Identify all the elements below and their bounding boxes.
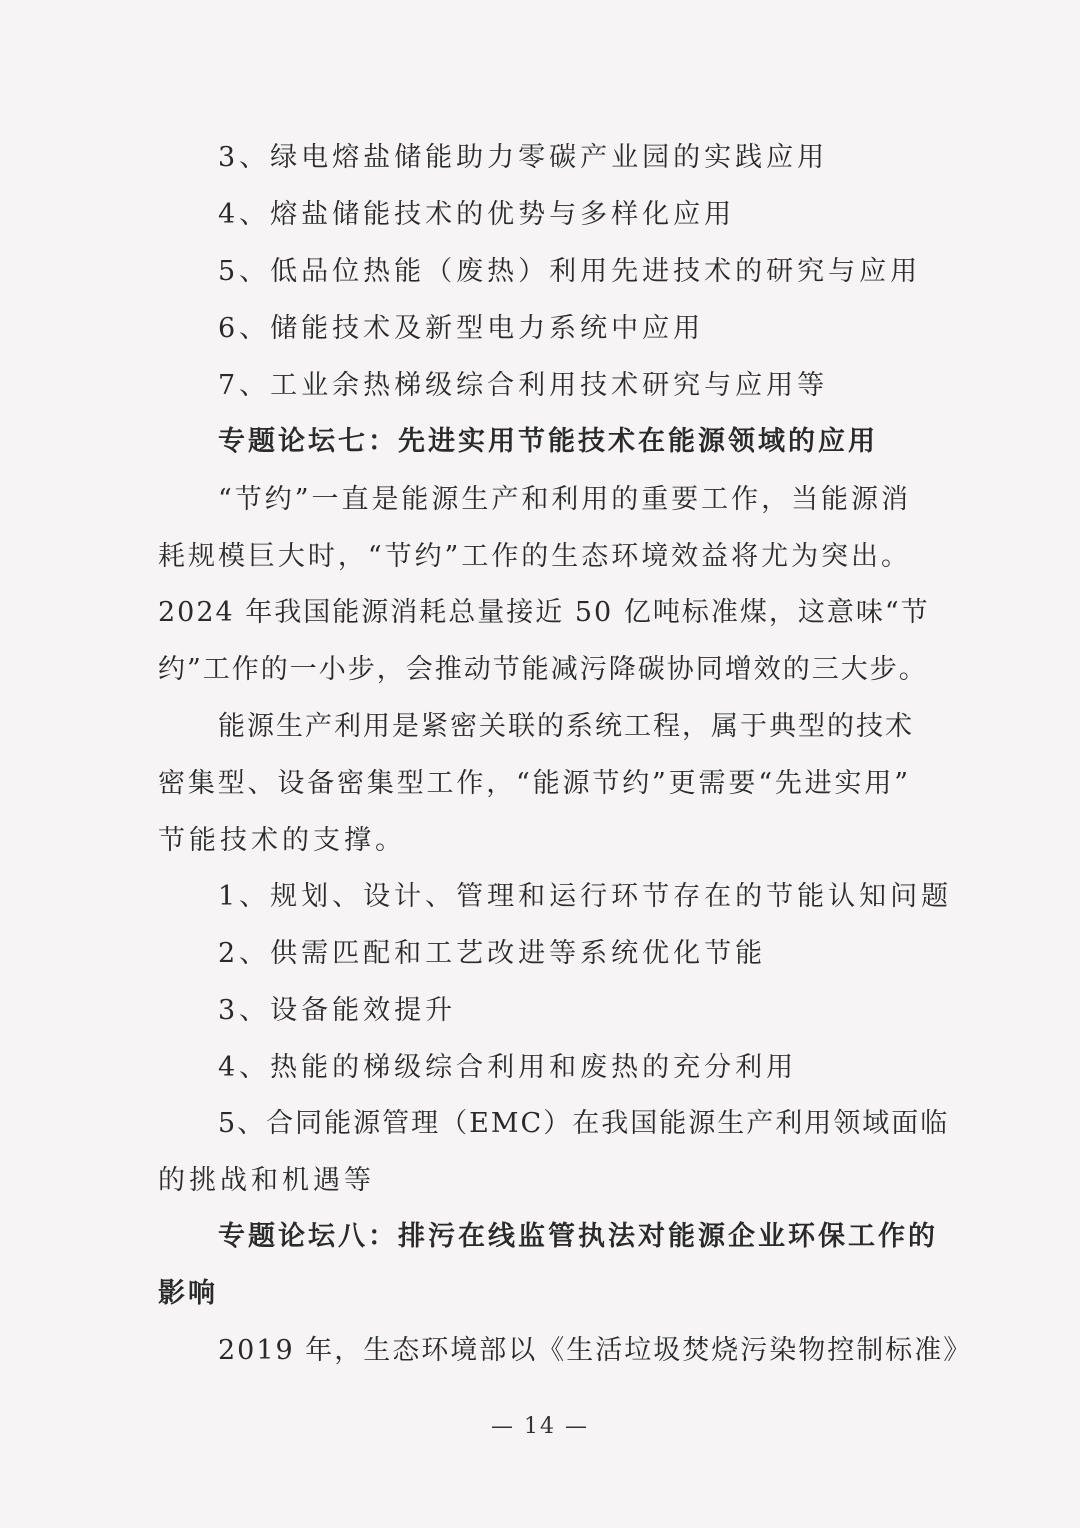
paragraph-line: 能源生产利用是紧密关联的系统工程，属于典型的技术 <box>218 711 914 742</box>
paragraph-line: 约”工作的一小步，会推动节能减污降碳协同增效的三大步。 <box>158 654 928 685</box>
list-item: 4、熔盐储能技术的优势与多样化应用 <box>218 199 736 230</box>
paragraph-line: 耗规模巨大时，“节约”工作的生态环境效益将尤为突出。 <box>158 541 910 572</box>
list-item: 5、低品位热能（废热）利用先进技术的研究与应用 <box>218 256 922 287</box>
paragraph-line: “节约”一直是能源生产和利用的重要工作，当能源消 <box>218 484 910 515</box>
paragraph-line: 密集型、设备密集型工作，“能源节约”更需要“先进实用” <box>158 768 910 799</box>
list-item: 3、设备能效提升 <box>218 995 457 1026</box>
list-item: 4、热能的梯级综合利用和废热的充分利用 <box>218 1052 798 1083</box>
page-number: — 14 — <box>491 1414 589 1439</box>
paragraph-line: 节能技术的支撑。 <box>158 825 406 856</box>
section-heading-continuation: 影响 <box>158 1278 218 1309</box>
list-item-continuation: 的挑战和机遇等 <box>158 1165 375 1196</box>
section-heading: 专题论坛七：先进实用节能技术在能源领域的应用 <box>218 426 878 457</box>
paragraph-line: 2024 年我国能源消耗总量接近 50 亿吨标准煤，这意味“节 <box>158 597 930 628</box>
list-item: 6、储能技术及新型电力系统中应用 <box>218 313 705 344</box>
list-item: 2、供需匹配和工艺改进等系统优化节能 <box>218 938 767 969</box>
list-item: 7、工业余热梯级综合利用技术研究与应用等 <box>218 370 829 401</box>
paragraph-line: 2019 年，生态环境部以《生活垃圾焚烧污染物控制标准》 <box>218 1335 973 1366</box>
section-heading: 专题论坛八：排污在线监管执法对能源企业环保工作的 <box>218 1221 938 1252</box>
list-item: 1、规划、设计、管理和运行环节存在的节能认知问题 <box>218 881 953 912</box>
list-item: 3、绿电熔盐储能助力零碳产业园的实践应用 <box>218 142 829 173</box>
list-item: 5、合同能源管理（EMC）在我国能源生产利用领域面临 <box>218 1108 950 1139</box>
